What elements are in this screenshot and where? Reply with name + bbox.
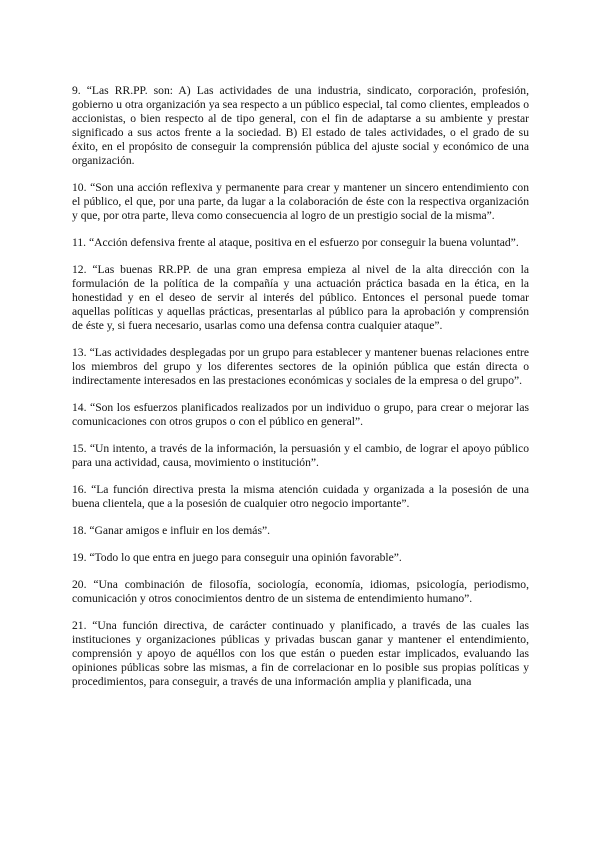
definition-paragraph-18: 18. “Ganar amigos e influir en los demás”. bbox=[72, 524, 270, 537]
definition-paragraph-15: 15. “Un intento, a través de la información, la persuasión y el cambio, de lograr el apoyo público para una actividad, causa, movimiento o institución”. bbox=[72, 442, 529, 469]
definition-paragraph-14: 14. “Son los esfuerzos planificados realizados por un individuo o grupo, para crear o mejorar las comunicaciones con otros grupos o con el público en general”. bbox=[72, 401, 529, 428]
definition-paragraph-20: 20. “Una combinación de filosofía, sociología, economía, idiomas, psicología, periodismo, comunicación y otros conocimientos dentro de un sistema de entendimiento humano”. bbox=[72, 578, 529, 605]
definition-paragraph-16: 16. “La función directiva presta la misma atención cuidada y organizada a la posesión de una buena clientela, que a la posesión de cualquier otro negocio importante”. bbox=[72, 483, 529, 510]
definition-paragraph-12: 12. “Las buenas RR.PP. de una gran empresa empieza al nivel de la alta dirección con la formulación de la política de la compañía y una actuación práctica basada en la ética, en la honestidad y en el deseo de servir al interés del público. Entonces el personal puede tomar aquellas políticas y aquellas prácticas, presentarlas al público para la aprobación y comprensión de éste y, si fuera necesario, usarlas como una defensa contra cualquier ataque”. bbox=[72, 263, 529, 332]
document-page bbox=[72, 84, 529, 702]
definition-paragraph-10: 10. “Son una acción reflexiva y permanente para crear y mantener un sincero entendimiento con el público, el que, por una parte, da lugar a la colaboración de éste con la respectiva organización y que, por otra parte, lleva como consecuencia al logro de un prestigio social de la misma”. bbox=[72, 181, 529, 222]
definition-paragraph-11: 11. “Acción defensiva frente al ataque, positiva en el esfuerzo por conseguir la buena voluntad”. bbox=[72, 236, 519, 249]
definition-paragraph-19: 19. “Todo lo que entra en juego para conseguir una opinión favorable”. bbox=[72, 551, 402, 564]
definition-paragraph-21: 21. “Una función directiva, de carácter continuado y planificado, a través de las cuales las instituciones y organizaciones públicas y privadas buscan ganar y mantener el entendimiento, comprensión y apoyo de aquéllos con los que están o pueden estar implicados, evaluando las opiniones públicas sobre las mismas, a fin de correlacionar en lo posible sus propias políticas y procedimientos, para conseguir, a través de una información amplia y planificada, una bbox=[72, 619, 529, 688]
definition-paragraph-9: 9. “Las RR.PP. son: A) Las actividades de una industria, sindicato, corporación, profesión, gobierno u otra organización ya sea respecto a un público especial, tal como clientes, empleados o accionistas, o bien respecto al de tipo general, con el fin de adaptarse a su ambiente y prestar significado a sus actos frente a la sociedad. B) El estado de tales actividades, o el grado de su éxito, en el propósito de conseguir la comprensión pública del ajuste social y económico de una organización. bbox=[72, 84, 529, 167]
definition-paragraph-13: 13. “Las actividades desplegadas por un grupo para establecer y mantener buenas relaciones entre los miembros del grupo y los diferentes sectores de la opinión pública que están directa o indirectamente interesados en las prestaciones económicas y sociales de la empresa o del grupo”. bbox=[72, 346, 529, 387]
